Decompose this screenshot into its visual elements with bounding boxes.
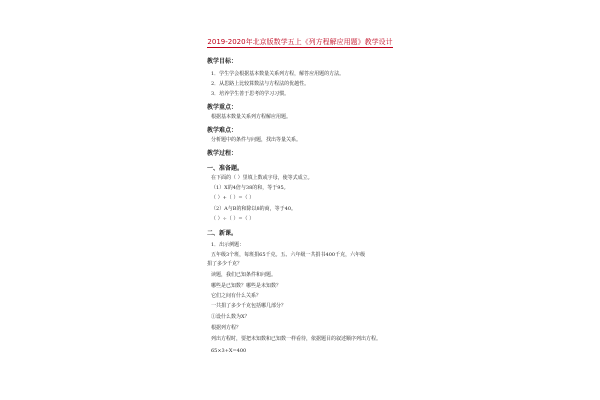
section-heading: 二、新课。	[207, 230, 238, 237]
text-line: 1．学生学会根据基本数量关系列方程，解答应用题的方法。	[211, 71, 345, 77]
text-line: 哪些是已知数？哪些是未知数？	[211, 283, 282, 289]
text-line: （ ）÷（ ）=（ ）	[211, 216, 255, 222]
document-title-text: 2019-2020年北京版数学五上《列方程解应用题》教学设计	[207, 38, 393, 46]
section-heading: 教学目标：	[207, 58, 238, 65]
text-line: ①设什么数为X？	[211, 314, 250, 320]
text-line: 根据列方程？	[211, 325, 242, 331]
section-heading: 教学重点：	[207, 104, 238, 111]
text-line: （ ）+（ ）=（ ）	[211, 195, 255, 201]
text-line: 五年级3个班，每班捐65千克。五、六年级一共捐书400千克，六年级	[211, 252, 366, 258]
section-heading: 一、准备题。	[207, 165, 244, 172]
text-line: 在下面的（ ）里填上数或字母，使等式成立。	[211, 175, 313, 181]
text-line: 2．从思路上比较算数法与方程法的优越性。	[211, 81, 310, 87]
document-title	[0, 38, 600, 47]
text-line: 1．出示例题：	[211, 242, 245, 248]
text-line: 它们之间有什么关系？	[211, 293, 262, 299]
text-line: 根据基本数量关系列方程解应用题。	[211, 114, 292, 120]
text-line: 一共捐了多少千克包括哪几部分？	[211, 303, 287, 309]
section-heading: 教学过程：	[207, 150, 238, 157]
text-line: 读题，我们已知条件和问题。	[211, 272, 277, 278]
text-line: 捐了多少千克？	[207, 261, 243, 267]
section-heading: 教学难点：	[207, 127, 238, 134]
text-line: 3．培养学生善于思考的学习习惯。	[211, 91, 290, 97]
text-line: （1）X的4倍与38的和，等于95。	[211, 185, 289, 191]
text-line: （2）A与B的和除以8的商，等于40。	[211, 206, 297, 212]
text-line: 分析题中的条件与问题，找出等量关系。	[211, 137, 302, 143]
text-line: 65×3+X=400	[211, 348, 247, 354]
text-line: 列出方程时，要把未知数和已知数一样看待，依据题目的叙述顺序列出方程。	[211, 336, 382, 342]
